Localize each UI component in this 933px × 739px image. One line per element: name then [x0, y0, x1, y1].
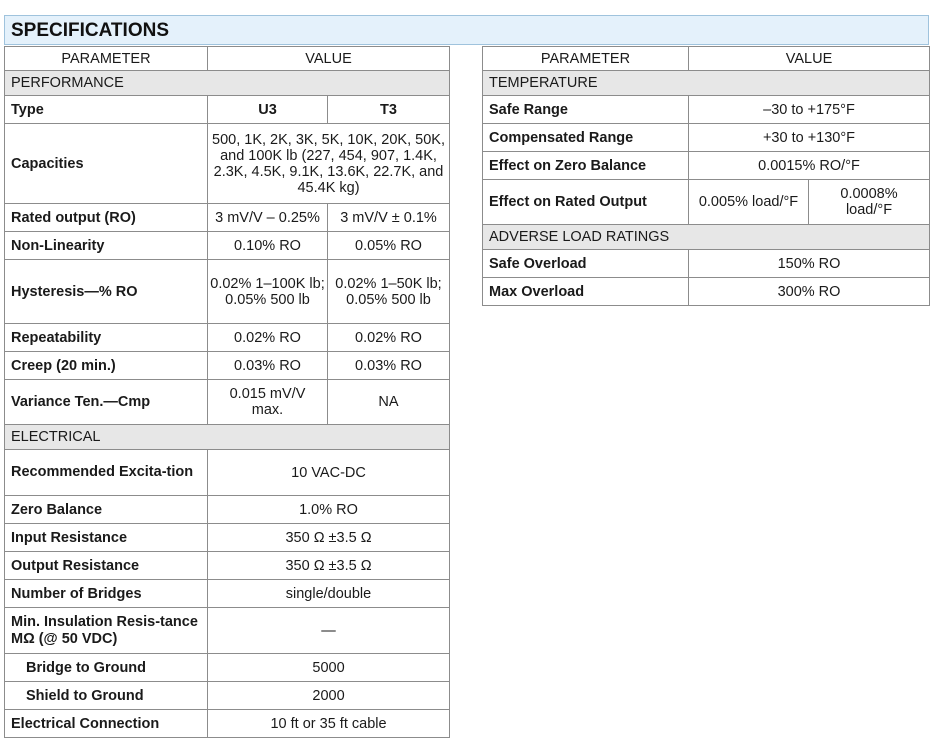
creep-t3: 0.03% RO: [328, 352, 450, 380]
param-label: Rated output (RO): [5, 204, 208, 232]
table-row: [5, 682, 450, 710]
section-label: ELECTRICAL: [5, 425, 450, 450]
output-effect-u3: 0.005% load/°F: [689, 180, 809, 225]
table-row: [5, 524, 450, 552]
table-row: [483, 96, 930, 124]
param-label: Repeatability: [5, 324, 208, 352]
param-label: Min. Insulation Resis-tance MΩ (@ 50 VDC): [5, 608, 208, 654]
value-header: VALUE: [208, 47, 450, 71]
table-row: [5, 324, 450, 352]
param-label: Zero Balance: [5, 496, 208, 524]
shield-ground-value: 2000: [208, 682, 450, 710]
param-label: Shield to Ground: [5, 682, 208, 710]
param-label: Input Resistance: [5, 524, 208, 552]
input-resistance-value: 350 Ω ±3.5 Ω: [208, 524, 450, 552]
table-row: [5, 710, 450, 738]
section-temperature: [483, 71, 930, 96]
safe-overload-value: 150% RO: [689, 250, 930, 278]
param-label: Capacities: [5, 124, 208, 204]
table-row: [5, 450, 450, 496]
table-row: [5, 380, 450, 425]
bridges-value: single/double: [208, 580, 450, 608]
table-row: [483, 180, 930, 225]
section-label: TEMPERATURE: [483, 71, 930, 96]
zero-effect-value: 0.0015% RO/°F: [689, 152, 930, 180]
table-row: [5, 232, 450, 260]
table-row: [5, 608, 450, 654]
zero-balance-value: 1.0% RO: [208, 496, 450, 524]
variance-t3: NA: [328, 380, 450, 425]
output-resistance-value: 350 Ω ±3.5 Ω: [208, 552, 450, 580]
table-header-row: [483, 47, 930, 71]
table-row: [5, 580, 450, 608]
page-title: SPECIFICATIONS: [4, 15, 929, 45]
compensated-range-value: +30 to +130°F: [689, 124, 930, 152]
param-label: Recommended Excita-tion: [5, 450, 208, 496]
table-row: [5, 124, 450, 204]
rated-output-t3: 3 mV/V ± 0.1%: [328, 204, 450, 232]
table-row: [5, 204, 450, 232]
left-spec-table: [4, 46, 450, 738]
non-linearity-t3: 0.05% RO: [328, 232, 450, 260]
capacities-value: 500, 1K, 2K, 3K, 5K, 10K, 20K, 50K, and 100K lb (227, 454, 907, 1.4K, 2.3K, 4.5K, 9.1K, 13.6K, 22.7K, and 45.4K kg): [208, 124, 450, 204]
section-label: ADVERSE LOAD RATINGS: [483, 225, 930, 250]
section-label: PERFORMANCE: [5, 71, 450, 96]
table-row: [5, 260, 450, 324]
section-performance: [5, 71, 450, 96]
param-label: Effect on Zero Balance: [483, 152, 689, 180]
param-label: Variance Ten.—Cmp: [5, 380, 208, 425]
section-electrical: [5, 425, 450, 450]
param-label: Number of Bridges: [5, 580, 208, 608]
variance-u3: 0.015 mV/V max.: [208, 380, 328, 425]
table-row: [5, 552, 450, 580]
param-label: Electrical Connection: [5, 710, 208, 738]
type-u3: U3: [208, 96, 328, 124]
repeatability-t3: 0.02% RO: [328, 324, 450, 352]
table-header-row: [5, 47, 450, 71]
rated-output-u3: 3 mV/V – 0.25%: [208, 204, 328, 232]
parameter-header: PARAMETER: [5, 47, 208, 71]
param-label: Safe Range: [483, 96, 689, 124]
param-label: Type: [5, 96, 208, 124]
param-label: Effect on Rated Output: [483, 180, 689, 225]
hysteresis-t3: 0.02% 1–50K lb; 0.05% 500 lb: [328, 260, 450, 324]
param-label: Compensated Range: [483, 124, 689, 152]
hysteresis-u3: 0.02% 1–100K lb; 0.05% 500 lb: [208, 260, 328, 324]
table-row: [483, 124, 930, 152]
value-header: VALUE: [689, 47, 930, 71]
param-label: Non-Linearity: [5, 232, 208, 260]
right-spec-table: [482, 46, 930, 306]
connection-value: 10 ft or 35 ft cable: [208, 710, 450, 738]
excitation-value: 10 VAC-DC: [208, 450, 450, 496]
table-row: [5, 654, 450, 682]
table-row: [5, 496, 450, 524]
bridge-ground-value: 5000: [208, 654, 450, 682]
insulation-value: —: [208, 608, 450, 654]
table-row: [5, 96, 450, 124]
non-linearity-u3: 0.10% RO: [208, 232, 328, 260]
output-effect-t3: 0.0008% load/°F: [809, 180, 930, 225]
table-row: [5, 352, 450, 380]
table-row: [483, 250, 930, 278]
param-label: Creep (20 min.): [5, 352, 208, 380]
repeatability-u3: 0.02% RO: [208, 324, 328, 352]
type-t3: T3: [328, 96, 450, 124]
table-row: [483, 152, 930, 180]
table-row: [483, 278, 930, 306]
creep-u3: 0.03% RO: [208, 352, 328, 380]
max-overload-value: 300% RO: [689, 278, 930, 306]
param-label: Max Overload: [483, 278, 689, 306]
section-adverse-load: [483, 225, 930, 250]
param-label: Bridge to Ground: [5, 654, 208, 682]
param-label: Output Resistance: [5, 552, 208, 580]
parameter-header: PARAMETER: [483, 47, 689, 71]
param-label: Hysteresis—% RO: [5, 260, 208, 324]
safe-range-value: –30 to +175°F: [689, 96, 930, 124]
param-label: Safe Overload: [483, 250, 689, 278]
